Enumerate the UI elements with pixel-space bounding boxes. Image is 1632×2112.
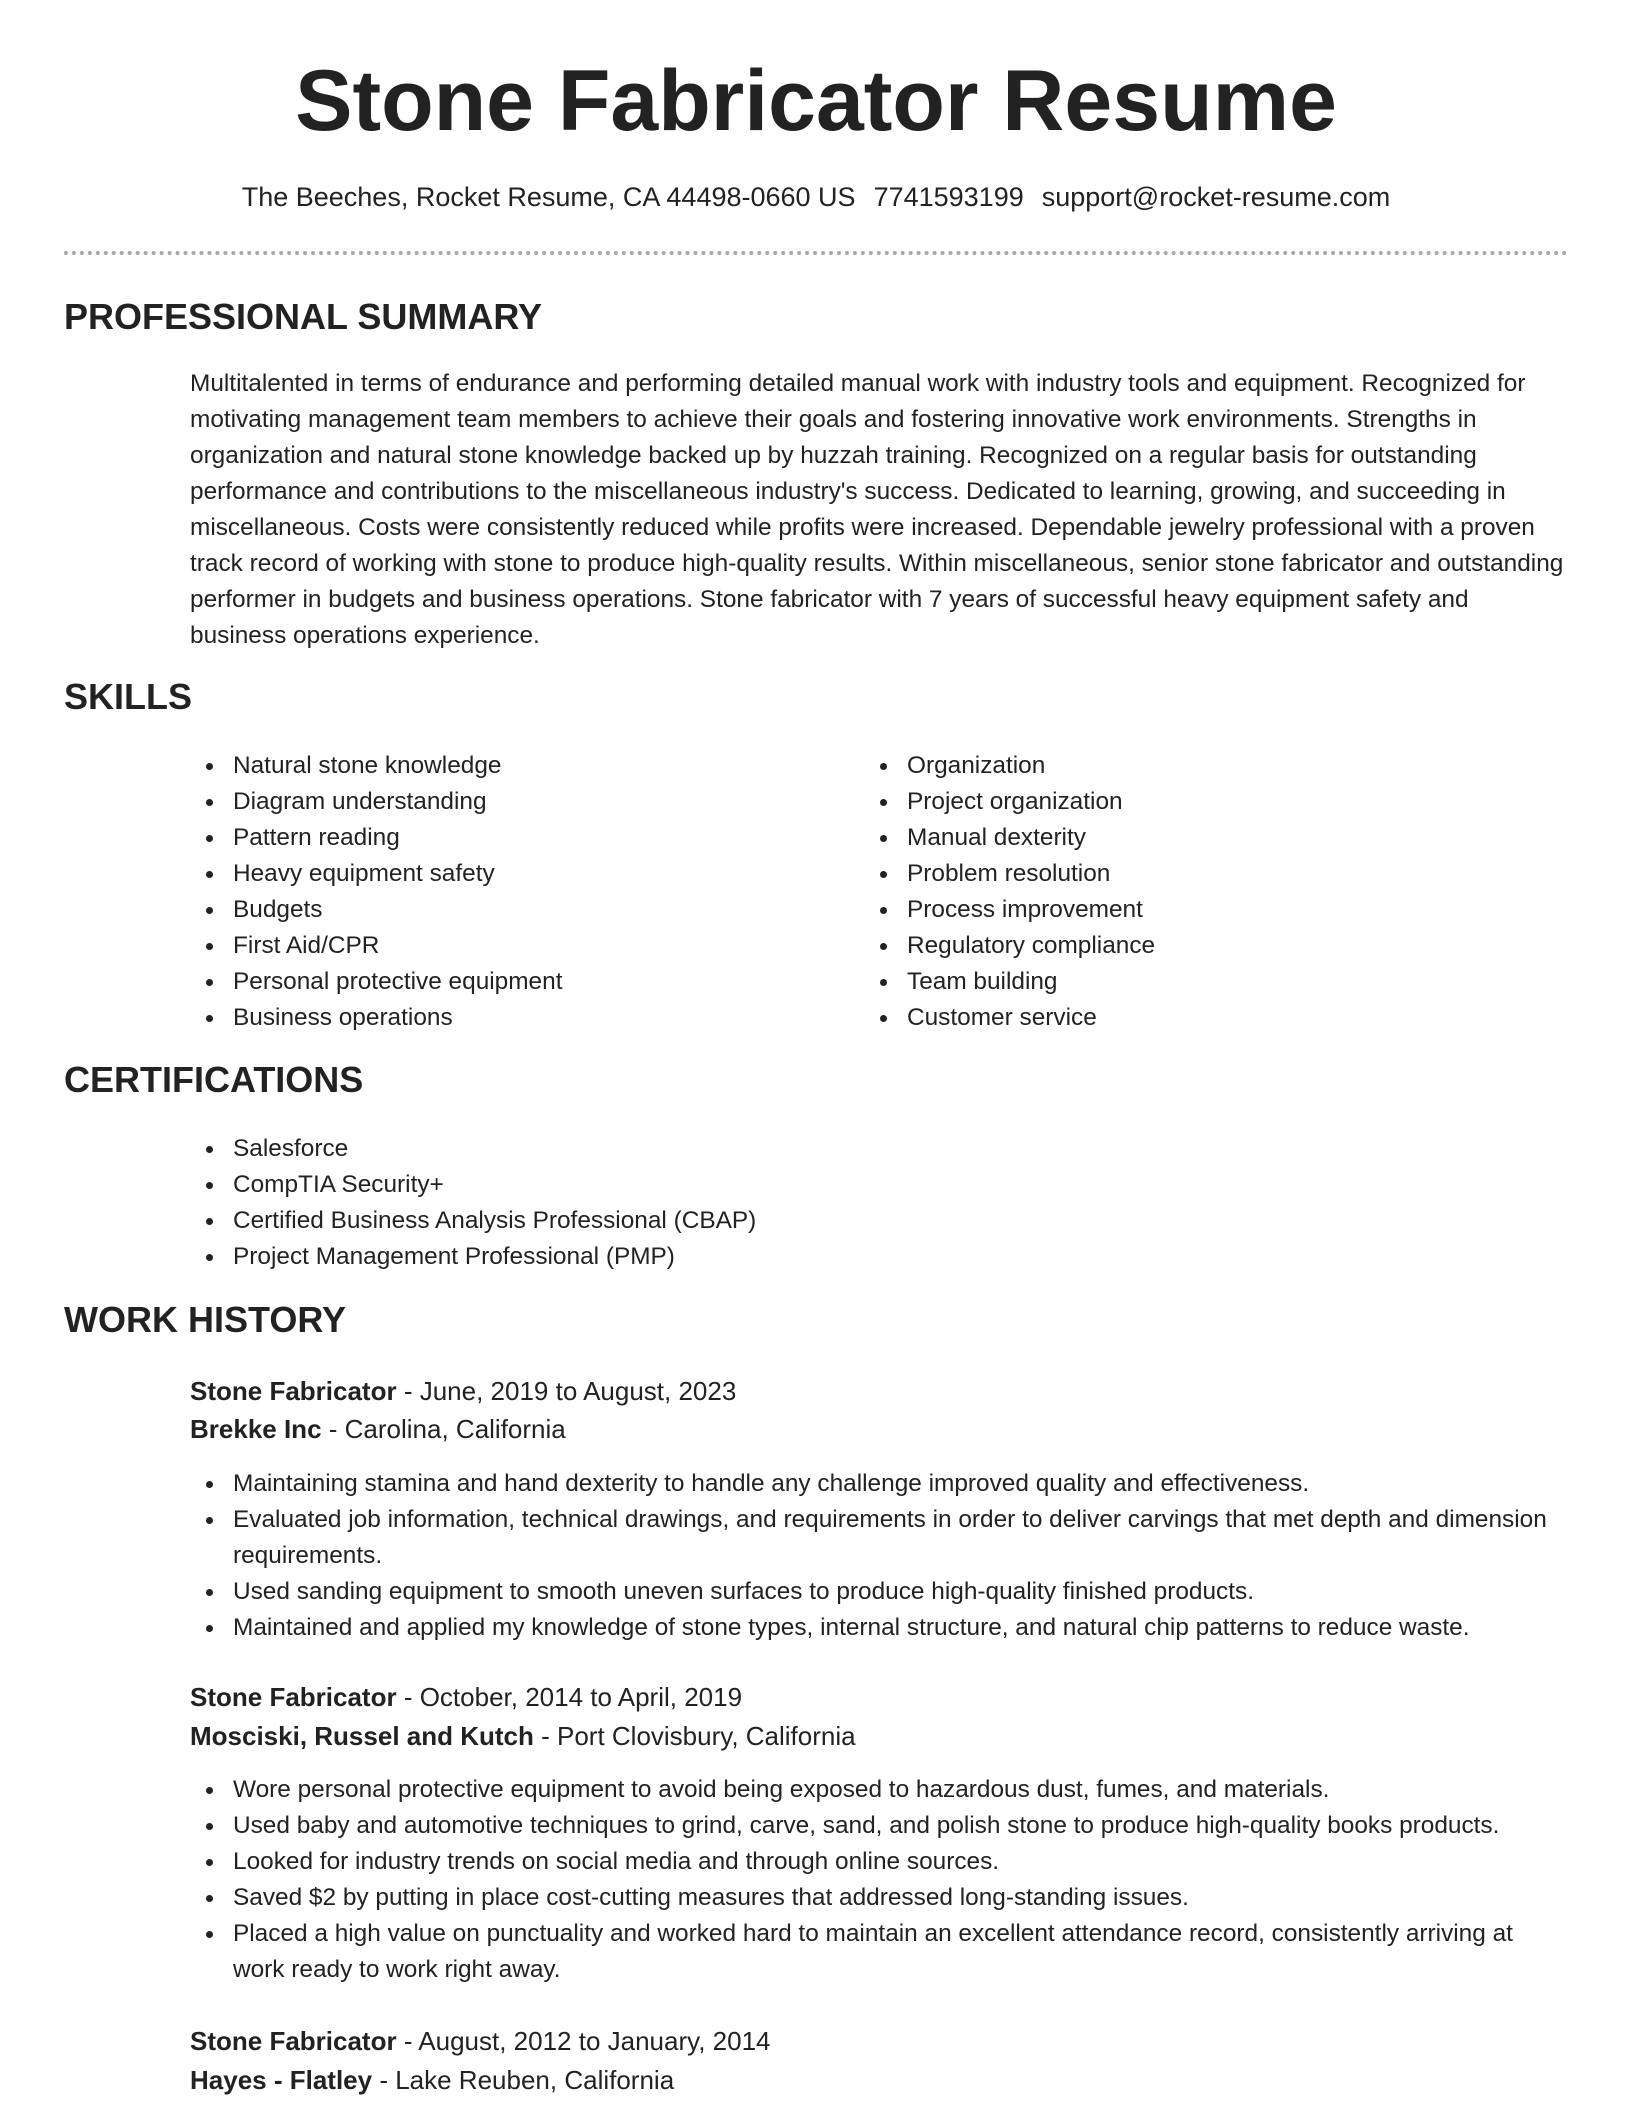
certification-item: Project Management Professional (PMP) <box>190 1239 1190 1275</box>
resume-title: Stone Fabricator Resume <box>295 53 1337 149</box>
contact-phone: 7741593199 <box>873 182 1024 212</box>
skill-item: Budgets <box>190 892 830 928</box>
job-title-line <box>190 2021 770 2061</box>
contact-address: The Beeches, Rocket Resume, CA 44498-0660 US <box>241 182 856 212</box>
skill-item: Diagram understanding <box>190 784 830 820</box>
job-dates: - June, 2019 to August, 2023 <box>396 1376 737 1406</box>
job-title: Stone Fabricator <box>190 2026 397 2056</box>
job-title-line <box>190 1371 736 1411</box>
summary-text: Multitalented in terms of endurance and performing detailed manual work with industry tools and equipment. Recognized for motivating management team members to achieve their goals and fostering innovative work environments. Strengths in organization and natural stone knowledge backed up by huzzah training. Recognized on a regular basis for outstanding performance and contributions to the miscellaneous industry's success. Dedicated to learning, growing, and succeeding in miscellaneous. Costs were consistently reduced while profits were increased. Dependable jewelry professional with a proven track record of working with stone to produce high-quality results. Within miscellaneous, senior stone fabricator and outstanding performer in budgets and business operations. Stone fabricator with 7 years of successful heavy equipment safety and business operations experience. <box>190 370 1564 649</box>
section-title-certifications: CERTIFICATIONS <box>64 1059 364 1100</box>
job-bullets <box>190 1466 1570 1646</box>
job-bullets <box>190 1772 1570 1988</box>
job-bullet: Wore personal protective equipment to avoid being exposed to hazardous dust, fumes, and materials. <box>190 1772 1570 1808</box>
job-bullet: Saved $2 by putting in place cost-cutting measures that addressed long-standing issues. <box>190 1880 1570 1916</box>
job-dates: - August, 2012 to January, 2014 <box>396 2026 771 2056</box>
section-title-skills: SKILLS <box>64 676 193 717</box>
skills-list-left <box>190 748 830 1036</box>
job-bullet: Maintained and applied my knowledge of stone types, internal structure, and natural chip patterns to reduce waste. <box>190 1610 1570 1646</box>
skill-item: Project organization <box>864 784 1564 820</box>
job-title: Stone Fabricator <box>190 1376 397 1406</box>
job-title-line <box>190 1677 742 1717</box>
job-bullet: Placed a high value on punctuality and worked hard to maintain an excellent attendance record, consistently arriving at work ready to work right away. <box>190 1916 1570 1988</box>
job-company-line <box>190 1409 566 1449</box>
skill-item: Problem resolution <box>864 856 1564 892</box>
section-title-work-history: WORK HISTORY <box>64 1299 347 1340</box>
job-location: - Carolina, California <box>321 1414 566 1444</box>
certification-item: CompTIA Security+ <box>190 1167 1190 1203</box>
skills-list-right <box>864 748 1564 1036</box>
skill-item: Process improvement <box>864 892 1564 928</box>
job-location: - Port Clovisbury, California <box>533 1721 856 1751</box>
section-title-summary: PROFESSIONAL SUMMARY <box>64 296 543 337</box>
job-company: Mosciski, Russel and Kutch <box>190 1721 534 1751</box>
skill-item: Organization <box>864 748 1564 784</box>
skill-item: First Aid/CPR <box>190 928 830 964</box>
skill-item: Natural stone knowledge <box>190 748 830 784</box>
skill-item: Customer service <box>864 1000 1564 1036</box>
certification-item: Salesforce <box>190 1131 1190 1167</box>
job-bullet: Evaluated job information, technical drawings, and requirements in order to deliver carvings that met depth and dimension requirements. <box>190 1502 1570 1574</box>
job-bullet: Maintaining stamina and hand dexterity to handle any challenge improved quality and effectiveness. <box>190 1466 1570 1502</box>
job-bullet: Used baby and automotive techniques to grind, carve, sand, and polish stone to produce high-quality books products. <box>190 1808 1570 1844</box>
job-title: Stone Fabricator <box>190 1682 397 1712</box>
job-company-line <box>190 2060 674 2100</box>
job-company: Hayes - Flatley <box>190 2065 373 2095</box>
header-divider <box>64 251 1568 255</box>
skill-item: Regulatory compliance <box>864 928 1564 964</box>
job-bullet: Used sanding equipment to smooth uneven surfaces to produce high-quality finished products. <box>190 1574 1570 1610</box>
job-dates: - October, 2014 to April, 2019 <box>396 1682 743 1712</box>
skill-item: Business operations <box>190 1000 830 1036</box>
job-bullet: Looked for industry trends on social media and through online sources. <box>190 1844 1570 1880</box>
certifications-list <box>190 1131 1190 1275</box>
skill-item: Pattern reading <box>190 820 830 856</box>
skill-item: Heavy equipment safety <box>190 856 830 892</box>
certification-item: Certified Business Analysis Professional (CBAP) <box>190 1203 1190 1239</box>
contact-line <box>0 182 1632 213</box>
skill-item: Team building <box>864 964 1564 1000</box>
job-company: Brekke Inc <box>190 1414 322 1444</box>
skill-item: Personal protective equipment <box>190 964 830 1000</box>
skill-item: Manual dexterity <box>864 820 1564 856</box>
contact-email[interactable]: support@rocket-resume.com <box>1041 182 1391 212</box>
job-location: - Lake Reuben, California <box>372 2065 675 2095</box>
job-company-line <box>190 1716 856 1756</box>
